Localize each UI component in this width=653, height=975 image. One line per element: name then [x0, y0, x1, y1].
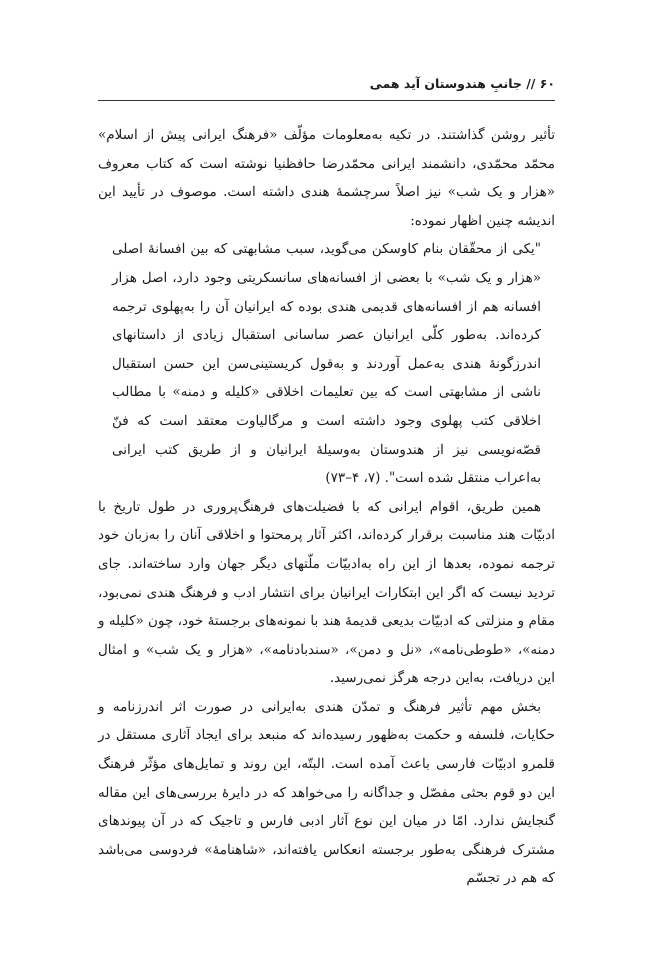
page-body — [98, 121, 555, 893]
paragraph-1: تأثیر روشن گذاشتند. در تکیه به‌معلومات مؤلّف «فرهنگ ایرانی پیش از اسلام» محمّد محمّدی، دانشمند ایرانی محمّدرضا حافظنیا نوشته است که کتاب معروف «هزار و یک شب» نیز اصلاً سرچشمهٔ هندی داشته است. موصوف در تأیید این اندیشه چنین اظهار نموده: — [98, 127, 555, 229]
book-page — [98, 72, 555, 893]
block-quote: "یکی از محقّقان بنام کاوسکن می‌گوید، سبب مشابهتی که بین افسانهٔ اصلی «هزار و یک شب» با بعضی از افسانه‌های سانسکریتی وجود دارد، اصل هزار افسانه هم از افسانه‌های قدیمی هندی بوده که ایرانیان آن را به‌پهلوی ترجمه کرده‌اند. به‌طور کلّی ایرانیان عصر ساسانی استقبال زیادی از داستانهای اندرزگونهٔ هندی به‌عمل آوردند و به‌قول کریستینی‌سن این حسن استقبال ناشی از مشابهتی است که بین تعلیمات اخلاقی «کلیله و دمنه» با مطالب اخلاقی کتب پهلوی وجود داشته است و مرگالیاوت معتقد است که فنّ قصّه‌نویسی نیز از هندوستان به‌وسیلهٔ ایرانیان و از طریق کتب ایرانی به‌اعراب منتقل شده است". (۷، ۴–۷۳) — [112, 241, 541, 487]
paragraph-3: بخش مهم تأثیر فرهنگ و تمدّن هندی به‌ایرانی در صورت اثر اندرزنامه و حکایات، فلسفه و حکمت به‌ظهور رسیده‌اند که منبعد برای ایجاد آثاری مستقل در قلمرو ادبیّات فارسی باعث آمده است. البتّه، این روند و تمایل‌های مؤثّر فرهنگ این دو قوم بحثی مفصّل و جداگانه را می‌خواهد که در دایرهٔ بررسی‌های این مقاله گنجایش ندارد. امّا در میان این نوع آثار ادبی فارس و تاجیک که در آن پیوندهای مشترک فرهنگی به‌طور برجسته انعکاس یافته‌اند، «شاهنامهٔ» فردوسی می‌باشد که هم در تجسّم — [98, 698, 555, 887]
header-rule — [98, 100, 555, 101]
paragraph-2: همین طریق، اقوام ایرانی که با فضیلت‌های فرهنگ‌پروری در طول تاریخ با ادبیّات هند مناسبت برقرار کرده‌اند، اکثر آثار پرمحتوا و اخلاقی آنان را به‌زبان خود ترجمه نموده، بعدها از این راه به‌ادبیّات ملّتهای دیگر جهان وارد ساخته‌اند. جای تردید نیست که اگر این ابتکارات ایرانیان برای انتشار ادب و فرهنگ هندی نمی‌بود، مقام و منزلتی که ادبیّات بدیعی قدیمهٔ هند با نمونه‌های برجستهٔ خود، چون «کلیله و دمنه»، «طوطی‌نامه»، «نل و دمن»، «سندبادنامه»، «هزار و یک شب» و امثال این دریافت، به‌این درجه هرگز نمی‌رسید. — [98, 498, 555, 687]
running-title: ۶۰ // جانبِ هندوستان آید همی — [369, 76, 555, 91]
